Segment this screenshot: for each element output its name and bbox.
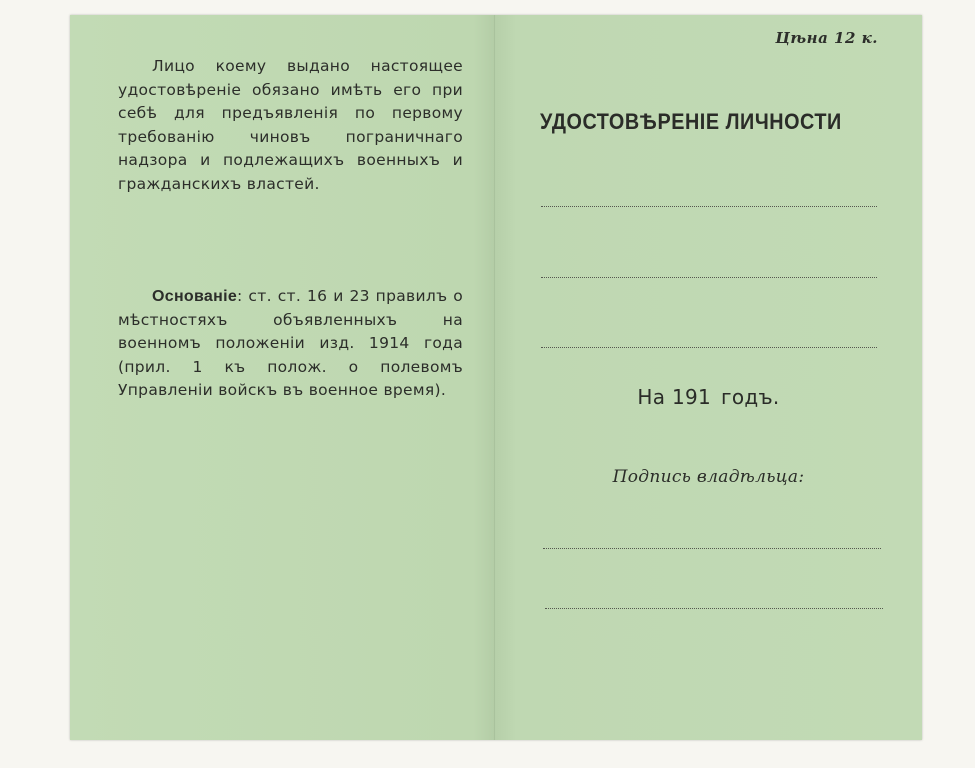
right-page (495, 15, 922, 740)
basis-label: Основаніе (152, 288, 238, 305)
signature-label: Подпись владѣльца: (612, 467, 805, 487)
price-label: Цѣна 12 к. (775, 29, 878, 47)
signature-line-1 (543, 548, 881, 549)
document-title: УДОСТОВѢРЕНІЕ ЛИЧНОСТИ (540, 109, 842, 134)
identity-card (70, 15, 922, 740)
name-fill-line-2 (541, 277, 877, 278)
year-prefix: На 191 (637, 385, 712, 409)
basis-text: : ст. ст. 16 и 23 правилъ о мѣстностяхъ объявленныхъ на военномъ положеніи изд. 1914 года (прил. 1 къ полож. о полевомъ Управленіи войскъ въ военное время). (118, 287, 463, 399)
instructions-paragraph: Лицо коему выдано настоящее удостовѣреніе обязано имѣть его при себѣ для предъявленія по первому требованію чиновъ пограничнаго надзора и подлежащихъ военныхъ и гражданскихъ властей. (118, 57, 463, 193)
signature-line-2 (545, 608, 883, 609)
name-fill-line-3 (541, 347, 877, 348)
year-suffix: годъ. (721, 385, 780, 409)
name-fill-line-1 (541, 206, 877, 207)
left-page (70, 15, 495, 740)
year-line (495, 385, 922, 409)
basis-paragraph (118, 285, 463, 403)
